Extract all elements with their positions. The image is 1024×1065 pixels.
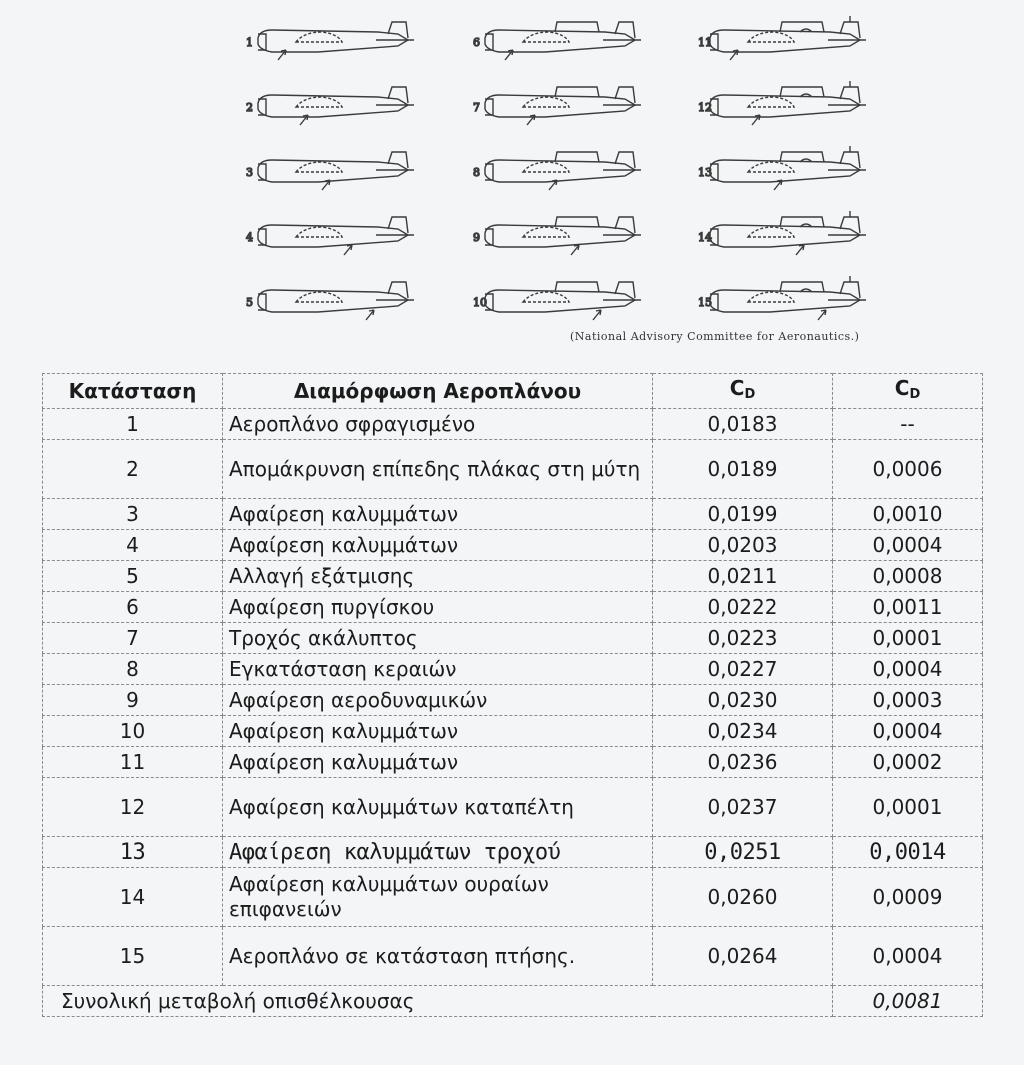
aircraft-sketch (246, 282, 414, 320)
state-cell: 3 (43, 499, 223, 530)
config-cell: Απομάκρυνση επίπεδης πλάκας στη μύτη (223, 440, 653, 499)
delta-cd-cell: 0,0002 (833, 747, 983, 778)
aircraft-sketch (473, 217, 641, 255)
header-cd (653, 374, 833, 409)
config-cell: Αφαίρεση καλυμμάτων (223, 499, 653, 530)
delta-cd-cell: 0,0014 (833, 837, 983, 868)
aircraft-sketch-label: 10 (473, 296, 487, 309)
header-cd-subscript: D (744, 386, 756, 402)
state-cell: 14 (43, 868, 223, 927)
state-cell: 8 (43, 654, 223, 685)
delta-cd-cell: -- (833, 409, 983, 440)
config-cell: Τροχός ακάλυπτος (223, 623, 653, 654)
cd-cell: 0,0260 (653, 868, 833, 927)
table-row (43, 654, 983, 685)
state-cell: 12 (43, 778, 223, 837)
cd-cell: 0,0230 (653, 685, 833, 716)
aircraft-sketch-label: 1 (246, 36, 253, 49)
header-cd-symbol: C (729, 375, 745, 400)
aircraft-sketch (698, 211, 866, 255)
aircraft-configurations-figure (240, 8, 880, 348)
state-cell: 13 (43, 837, 223, 868)
delta-cd-cell: 0,0010 (833, 499, 983, 530)
cd-cell: 0,0199 (653, 499, 833, 530)
aircraft-sketch-label: 12 (698, 101, 712, 114)
cd-cell: 0,0251 (653, 837, 833, 868)
figure-caption: (National Advisory Committee for Aeronautics.) (570, 330, 860, 343)
state-cell: 4 (43, 530, 223, 561)
delta-cd-cell: 0,0006 (833, 440, 983, 499)
table-row (43, 530, 983, 561)
table-row (43, 716, 983, 747)
state-cell: 1 (43, 409, 223, 440)
state-cell: 7 (43, 623, 223, 654)
delta-cd-cell: 0,0001 (833, 623, 983, 654)
aircraft-sketch (246, 152, 414, 190)
state-cell: 11 (43, 747, 223, 778)
aircraft-sketch (698, 16, 866, 60)
aircraft-sketch-label: 4 (246, 231, 253, 244)
aircraft-sketch-label: 15 (698, 296, 712, 309)
delta-cd-cell: 0,0004 (833, 654, 983, 685)
aircraft-sketch-label: 7 (473, 101, 480, 114)
aircraft-sketch (698, 146, 866, 190)
delta-cd-cell: 0,0004 (833, 716, 983, 747)
state-cell: 10 (43, 716, 223, 747)
config-cell: Αεροπλάνο σφραγισμένο (223, 409, 653, 440)
config-cell: Αφαίρεση πυργίσκου (223, 592, 653, 623)
cd-cell: 0,0223 (653, 623, 833, 654)
table-row (43, 837, 983, 868)
config-cell: Αφαίρεση καλυμμάτων (223, 530, 653, 561)
aircraft-sketch-label: 8 (473, 166, 480, 179)
delta-cd-cell: 0,0011 (833, 592, 983, 623)
cd-cell: 0,0189 (653, 440, 833, 499)
header-delta-cd (833, 374, 983, 409)
aircraft-sketch (246, 22, 414, 60)
table-row (43, 440, 983, 499)
table-row (43, 747, 983, 778)
cd-cell: 0,0203 (653, 530, 833, 561)
state-cell: 6 (43, 592, 223, 623)
cd-cell: 0,0227 (653, 654, 833, 685)
total-row (43, 986, 983, 1017)
table-row (43, 778, 983, 837)
aircraft-sketch-label: 11 (698, 36, 712, 49)
state-cell: 15 (43, 927, 223, 986)
config-cell: Αφαίρεση καλυμμάτων (223, 716, 653, 747)
aircraft-sketch-label: 2 (246, 101, 253, 114)
aircraft-sketches (240, 8, 880, 328)
cd-cell: 0,0183 (653, 409, 833, 440)
aircraft-sketch (246, 217, 414, 255)
aircraft-sketch (698, 81, 866, 125)
cd-cell: 0,0236 (653, 747, 833, 778)
table-row (43, 561, 983, 592)
aircraft-sketch-label: 9 (473, 231, 480, 244)
table-row (43, 499, 983, 530)
state-cell: 5 (43, 561, 223, 592)
table-row (43, 409, 983, 440)
aircraft-sketch (473, 87, 641, 125)
config-cell: Αφαίρεση καλυμμάτων τροχού (223, 837, 653, 868)
delta-cd-cell: 0,0004 (833, 530, 983, 561)
config-cell: Αφαίρεση καλυμμάτων ουραίων επιφανειών (223, 868, 653, 927)
config-cell: Αφαίρεση αεροδυναμικών (223, 685, 653, 716)
aircraft-sketch-label: 3 (246, 166, 253, 179)
delta-cd-cell: 0,0009 (833, 868, 983, 927)
aircraft-sketch (246, 87, 414, 125)
config-cell: Εγκατάσταση κεραιών (223, 654, 653, 685)
delta-cd-cell: 0,0001 (833, 778, 983, 837)
aircraft-sketch-label: 14 (698, 231, 712, 244)
total-value: 0,0081 (833, 986, 983, 1017)
header-config: Διαμόρφωση Αεροπλάνου (223, 374, 653, 409)
aircraft-sketch-label: 5 (246, 296, 253, 309)
aircraft-sketch-label: 6 (473, 36, 480, 49)
table-header-row (43, 374, 983, 409)
table-row (43, 685, 983, 716)
config-cell: Αεροπλάνο σε κατάσταση πτήσης. (223, 927, 653, 986)
drag-table (42, 373, 983, 1017)
config-cell: Αλλαγή εξάτμισης (223, 561, 653, 592)
table-row (43, 623, 983, 654)
total-label: Συνολική μεταβολή οπισθέλκουσας (43, 986, 833, 1017)
cd-cell: 0,0237 (653, 778, 833, 837)
config-cell: Αφαίρεση καλυμμάτων καταπέλτη (223, 778, 653, 837)
cd-cell: 0,0222 (653, 592, 833, 623)
aircraft-sketch (473, 152, 641, 190)
state-cell: 9 (43, 685, 223, 716)
aircraft-sketch (473, 22, 641, 60)
delta-cd-cell: 0,0003 (833, 685, 983, 716)
state-cell: 2 (43, 440, 223, 499)
cd-cell: 0,0234 (653, 716, 833, 747)
aircraft-sketch (473, 282, 641, 320)
cd-cell: 0,0264 (653, 927, 833, 986)
header-delta-cd-subscript: D (909, 386, 921, 402)
config-cell: Αφαίρεση καλυμμάτων (223, 747, 653, 778)
delta-cd-cell: 0,0008 (833, 561, 983, 592)
aircraft-sketch (698, 276, 866, 320)
header-delta-cd-symbol: C (894, 375, 910, 400)
header-state: Κατάσταση (43, 374, 223, 409)
table-row (43, 592, 983, 623)
delta-cd-cell: 0,0004 (833, 927, 983, 986)
aircraft-sketch-label: 13 (698, 166, 712, 179)
table-row (43, 868, 983, 927)
table-row (43, 927, 983, 986)
cd-cell: 0,0211 (653, 561, 833, 592)
